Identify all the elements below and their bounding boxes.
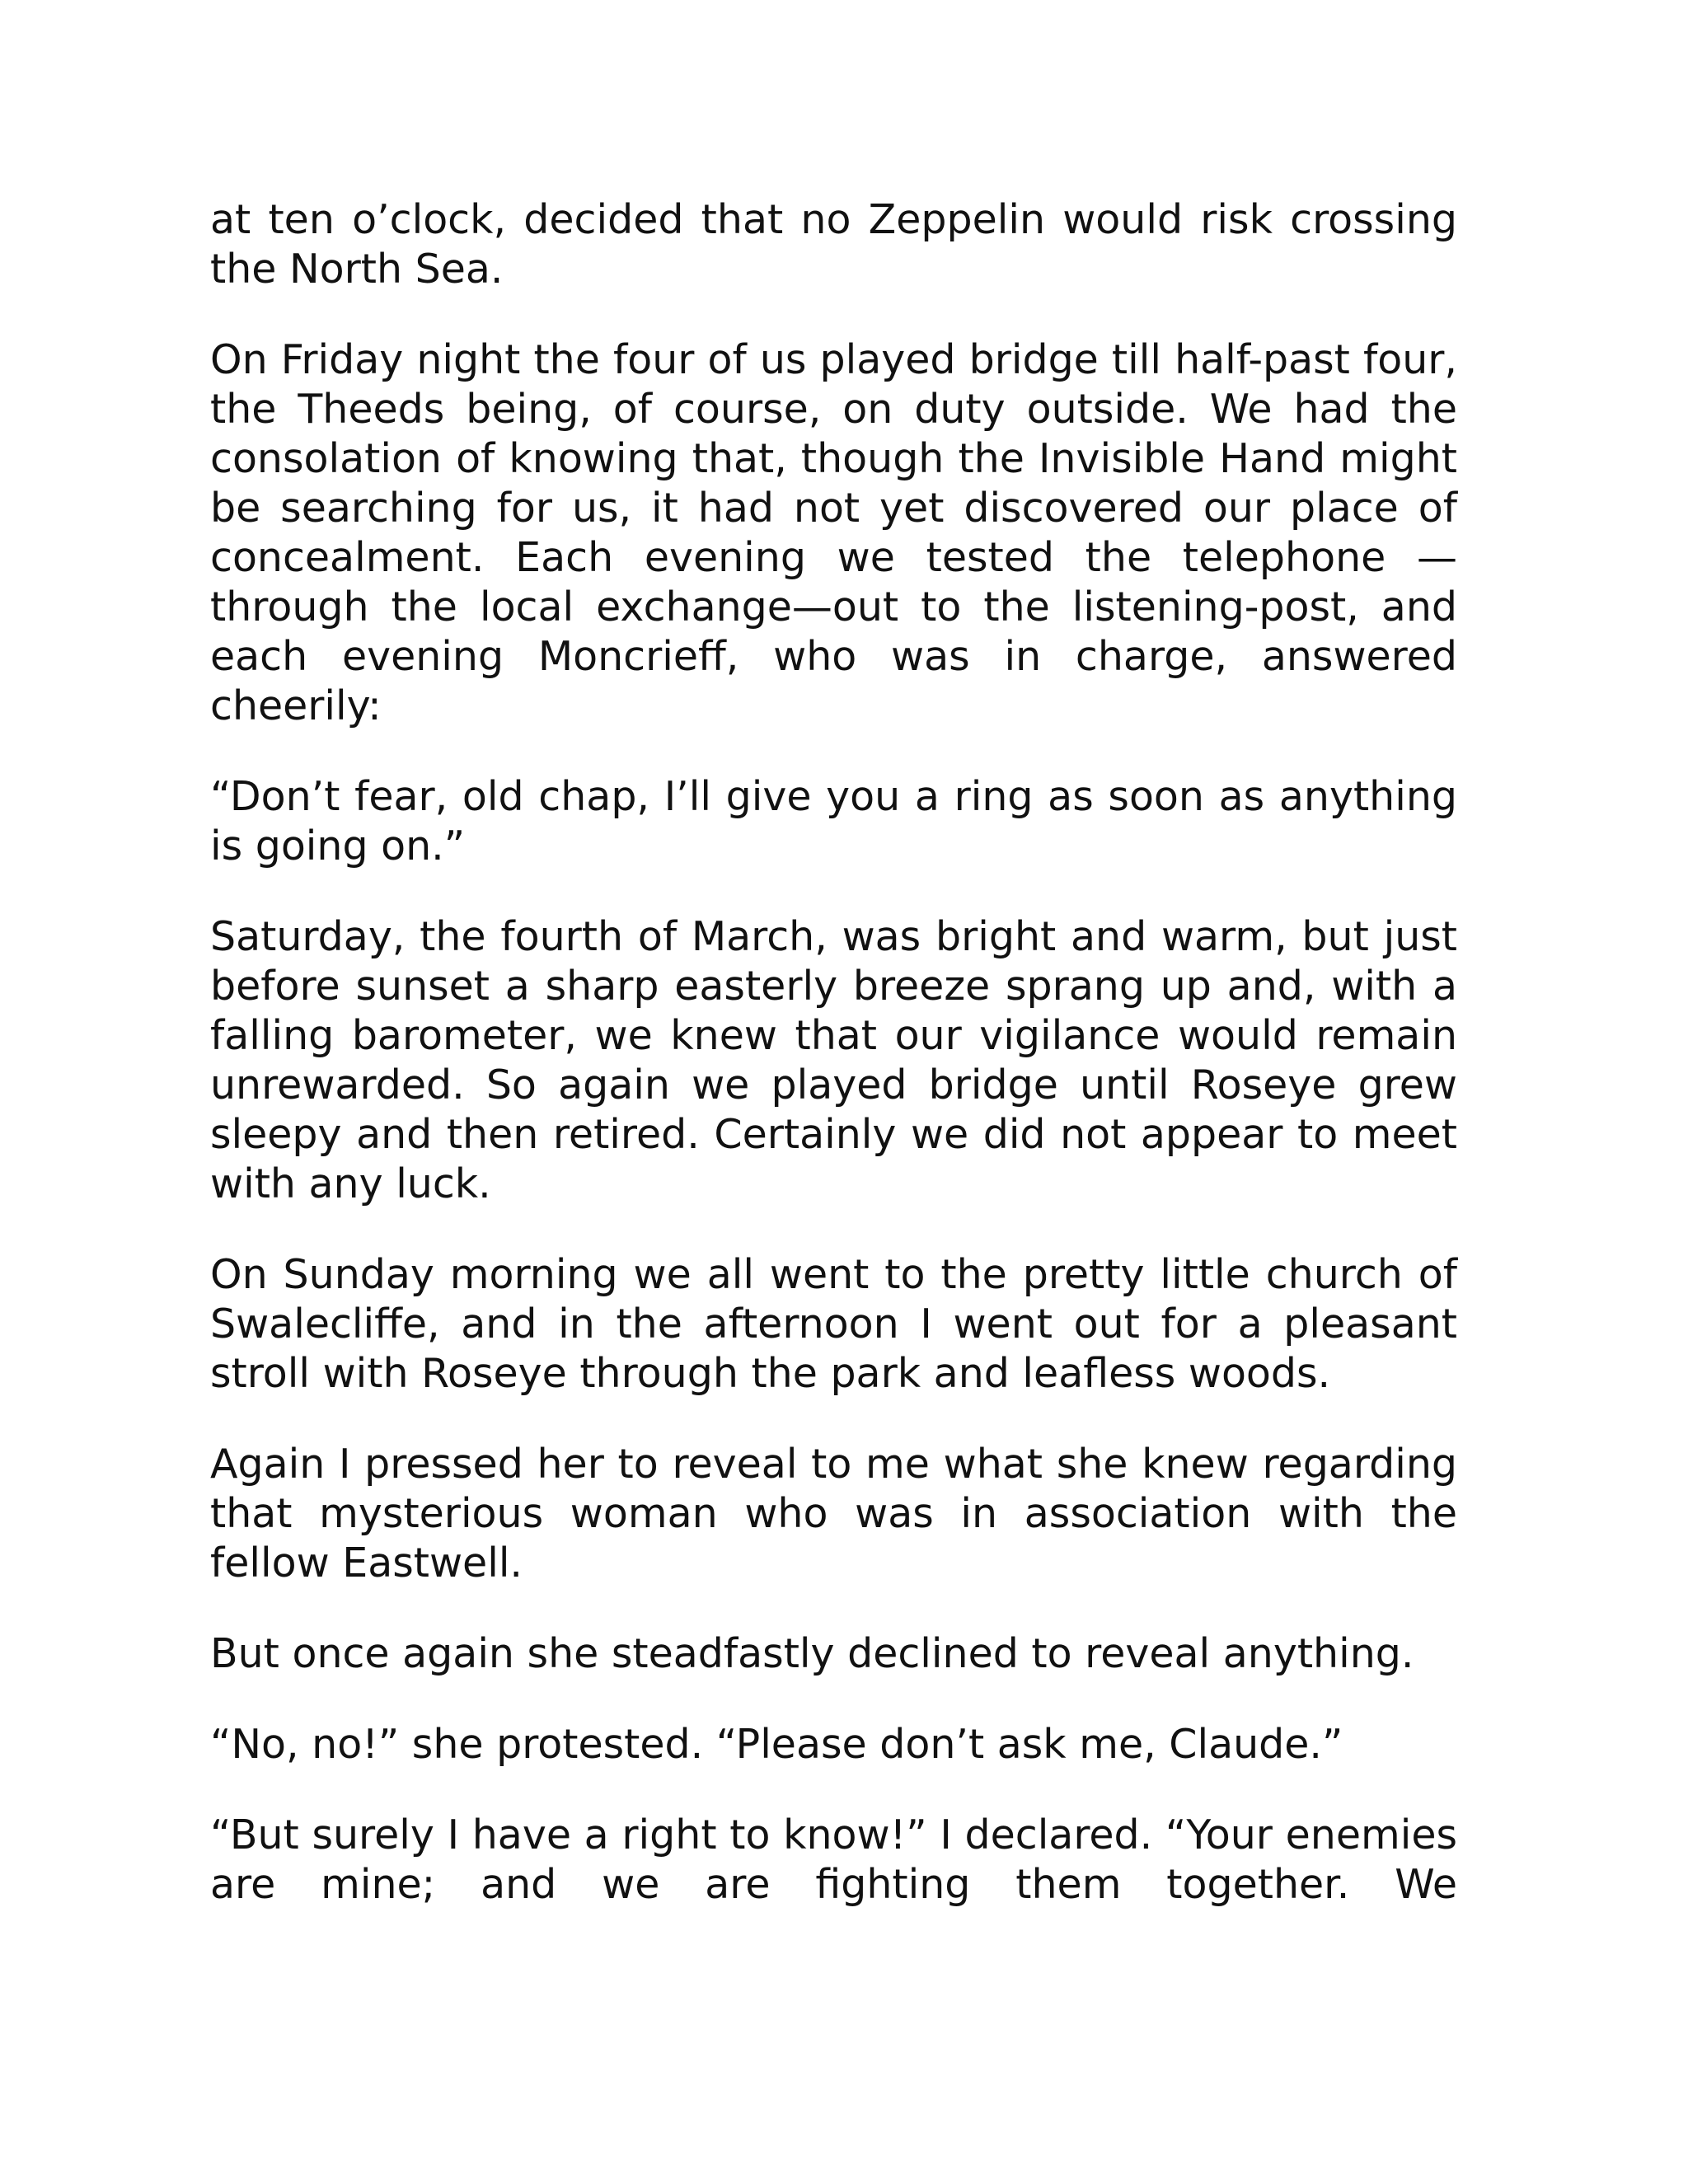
- paragraph-7: But once again she steadfastly declined to reveal anything.: [210, 1630, 1414, 1677]
- page-body-text: [210, 195, 1457, 1910]
- paragraph-9: “But surely I have a right to know!” I declared. “Your enemies are mine; and we are fighting them together. We: [210, 1811, 1457, 1908]
- paragraph-4: Saturday, the fourth of March, was bright and warm, but just before sunset a sharp easterly breeze sprang up and, with a falling barometer, we knew that our vigilance would remain unrewarded. So again we played bridge until Roseye grew sleepy and then retired. Certainly we did not appear to meet with any luck.: [210, 913, 1457, 1207]
- paragraph-5: On Sunday morning we all went to the pretty little church of Swalecliffe, and in the afternoon I went out for a pleasant stroll with Roseye through the park and leafless woods.: [210, 1251, 1457, 1397]
- paragraph-2: On Friday night the four of us played bridge till half-past four, the Theeds being, of course, on duty outside. We had the consolation of knowing that, though the Invisible Hand might be searching for us, it had not yet discovered our place of concealment. Each evening we tested the telephone —through the local exchange—out to the listening-post, and each evening Moncrieff, who was in charge, answered cheerily:: [210, 336, 1457, 729]
- paragraph-1: at ten o’clock, decided that no Zeppelin would risk crossing the North Sea.: [210, 196, 1457, 293]
- paragraph-6: Again I pressed her to reveal to me what she knew regarding that mysterious woman who was in association with the fellow Eastwell.: [210, 1441, 1457, 1586]
- paragraph-3: “Don’t fear, old chap, I’ll give you a ring as soon as anything is going on.”: [210, 773, 1457, 869]
- paragraph-8: “No, no!” she protested. “Please don’t ask me, Claude.”: [210, 1721, 1343, 1768]
